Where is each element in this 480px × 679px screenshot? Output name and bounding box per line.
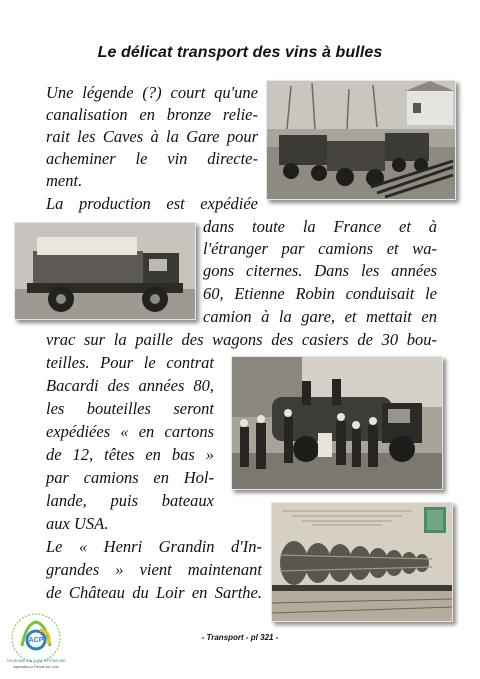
text-line-18: par camions en Hol- — [46, 468, 214, 487]
tanker-truck-photo — [232, 357, 442, 489]
text-line-16: expédiées « en cartons — [46, 422, 214, 441]
acp-logo-icon — [6, 610, 66, 674]
logo-place: Ingrandes-Le Fresne sur Loire — [13, 665, 59, 669]
photo-tanker-truck-group — [231, 356, 443, 490]
text-line-22: grandes » vient maintenant — [46, 560, 262, 579]
loaded-truck-photo — [15, 223, 195, 319]
text-line-10: 60, Etienne Robin conduisait le — [203, 284, 437, 303]
tank-wagons-postcard — [272, 503, 452, 621]
text-line-1: Une légende (?) court qu'une — [46, 83, 258, 102]
photo-wagon-postcard — [271, 502, 453, 622]
text-line-13: teilles. Pour le contrat — [46, 353, 214, 372]
text-line-19: lande, puis bateaux — [46, 491, 214, 510]
photo-loaded-truck — [14, 222, 196, 320]
text-line-14: Bacardi des années 80, — [46, 376, 214, 395]
text-line-23: de Château du Loir en Sarthe. — [46, 583, 262, 602]
text-line-12: vrac sur la paille des wagons des casiers de 30 bou- — [46, 330, 437, 349]
text-line-3: rait les Caves à la Gare pour — [46, 127, 258, 146]
text-line-17: de 12, têtes en bas » — [46, 445, 214, 464]
text-line-15: les bouteilles seront — [46, 399, 214, 418]
text-line-11: camion à la gare, et mettait en — [203, 307, 437, 326]
text-line-8: l'étranger par camions et wa- — [203, 239, 437, 258]
text-line-6: La production est expédiée — [46, 194, 258, 213]
logo-letters: ACP — [28, 637, 44, 644]
acp-logo — [6, 610, 66, 674]
text-line-7: dans toute la France et à — [203, 217, 437, 236]
logo-ring-text: TOURISME CULTURE PATRIMOINE — [6, 659, 66, 663]
photo-trucks-at-station — [266, 80, 456, 200]
page-footer: - Transport - pl 321 - — [201, 633, 279, 642]
text-line-5: ment. — [46, 171, 83, 190]
text-line-20: aux USA. — [46, 514, 109, 533]
text-line-9: gons citernes. Dans les années — [203, 261, 437, 280]
page-title: Le délicat transport des vins à bulles — [97, 44, 383, 61]
text-line-4: acheminer le vin directe- — [46, 149, 258, 168]
text-line-21: Le « Henri Grandin d'In- — [46, 537, 262, 556]
vintage-trucks-photo — [267, 81, 455, 199]
text-line-2: canalisation en bronze relie- — [46, 105, 258, 124]
